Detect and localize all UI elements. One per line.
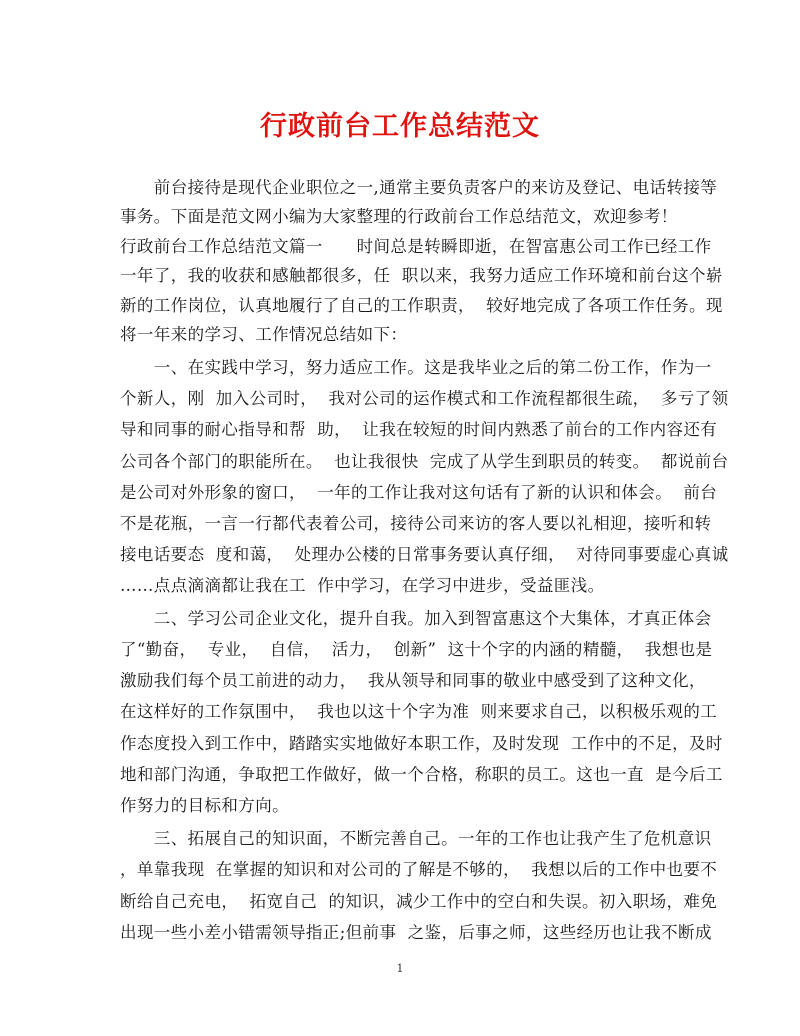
body-line: 作努力的目标和方向。 bbox=[120, 796, 289, 815]
body-line: 接电话要态 度和蔼， 处理办公楼的日常事务要认真仔细， 对待同事要虚心真诚 bbox=[120, 545, 729, 564]
body-line: 了“勤奋， 专业， 自信， 活力， 创新” 这十个字的内涵的精髓， 我想也是 bbox=[120, 640, 713, 659]
body-line: 导和同事的耐心指导和帮 助， 让我在较短的时间内熟悉了前台的工作内容还有 bbox=[120, 420, 718, 439]
page-number: 1 bbox=[396, 962, 404, 975]
body-line: 前台接待是现代企业职位之一,通常主要负责客户的来访及登记、电话转接等 bbox=[120, 178, 718, 197]
body-line: 二、学习公司企业文化，提升自我。加入到智富惠这个大集体，才真正体会 bbox=[120, 609, 712, 628]
body-line: ……点点滴滴都让我在工 作中学习，在学习中进步，受益匪浅。 bbox=[120, 576, 605, 595]
body-line: 是公司对外形象的窗口， 一年的工作让我对这句话有了新的认识和体会。 前台 bbox=[120, 483, 718, 502]
body-line: 在这样好的工作氛围中， 我也以这十个字为准 则来要求自己，以积极乐观的工 bbox=[120, 702, 718, 721]
body-line: 一、在实践中学习，努力适应工作。这是我毕业之后的第二份工作，作为一 bbox=[120, 358, 712, 377]
body-line: 行政前台工作总结范文篇一 时间总是转瞬即逝，在智富惠公司工作已经工作 bbox=[120, 237, 712, 256]
body-line: 断给自己充电， 拓宽自己 的知识，减少工作中的空白和失误。初入职场，难免 bbox=[120, 892, 718, 911]
body-line: 一年了，我的收获和感触都很多，任 职以来，我努力适应工作环境和前台这个崭 bbox=[120, 266, 723, 285]
body-line: 不是花瓶，一言一行都代表着公司，接待公司来访的客人要以礼相迎，接听和转 bbox=[120, 514, 712, 533]
body-line: 激励我们每个员工前进的动力， 我从领导和同事的敬业中感受到了这种文化， bbox=[120, 671, 706, 690]
body-line: 三、拓展自己的知识面，不断完善自己。一年的工作也让我产生了危机意识 bbox=[120, 829, 712, 848]
document-title: 行政前台工作总结范文 bbox=[260, 111, 540, 142]
body-line: ，单靠我现 在掌握的知识和对公司的了解是不够的， 我想以后的工作中也要不 bbox=[120, 860, 718, 879]
body-line: 出现一些小差小错需领导指正;但前事 之鉴，后事之师，这些经历也让我不断成 bbox=[120, 923, 712, 942]
body-line: 个新人，刚 加入公司时， 我对公司的运作模式和工作流程都很生疏， 多亏了领 bbox=[120, 389, 729, 408]
body-line: 地和部门沟通，争取把工作做好，做一个合格，称职的员工。这也一直 是今后工 bbox=[120, 765, 723, 784]
body-line: 新的工作岗位，认真地履行了自己的工作职责， 较好地完成了各项工作任务。现 bbox=[120, 296, 723, 315]
body-line: 作态度投入到工作中，踏踏实实地做好本职工作，及时发现 工作中的不足，及时 bbox=[120, 734, 723, 753]
body-line: 将一年来的学习、工作情况总结如下： bbox=[120, 325, 408, 344]
body-line: 公司各个部门的职能所在。 也让我很快 完成了从学生到职员的转变。 都说前台 bbox=[120, 452, 729, 471]
body-line: 事务。下面是范文网小编为大家整理的行政前台工作总结范文，欢迎参考！ bbox=[120, 207, 678, 226]
